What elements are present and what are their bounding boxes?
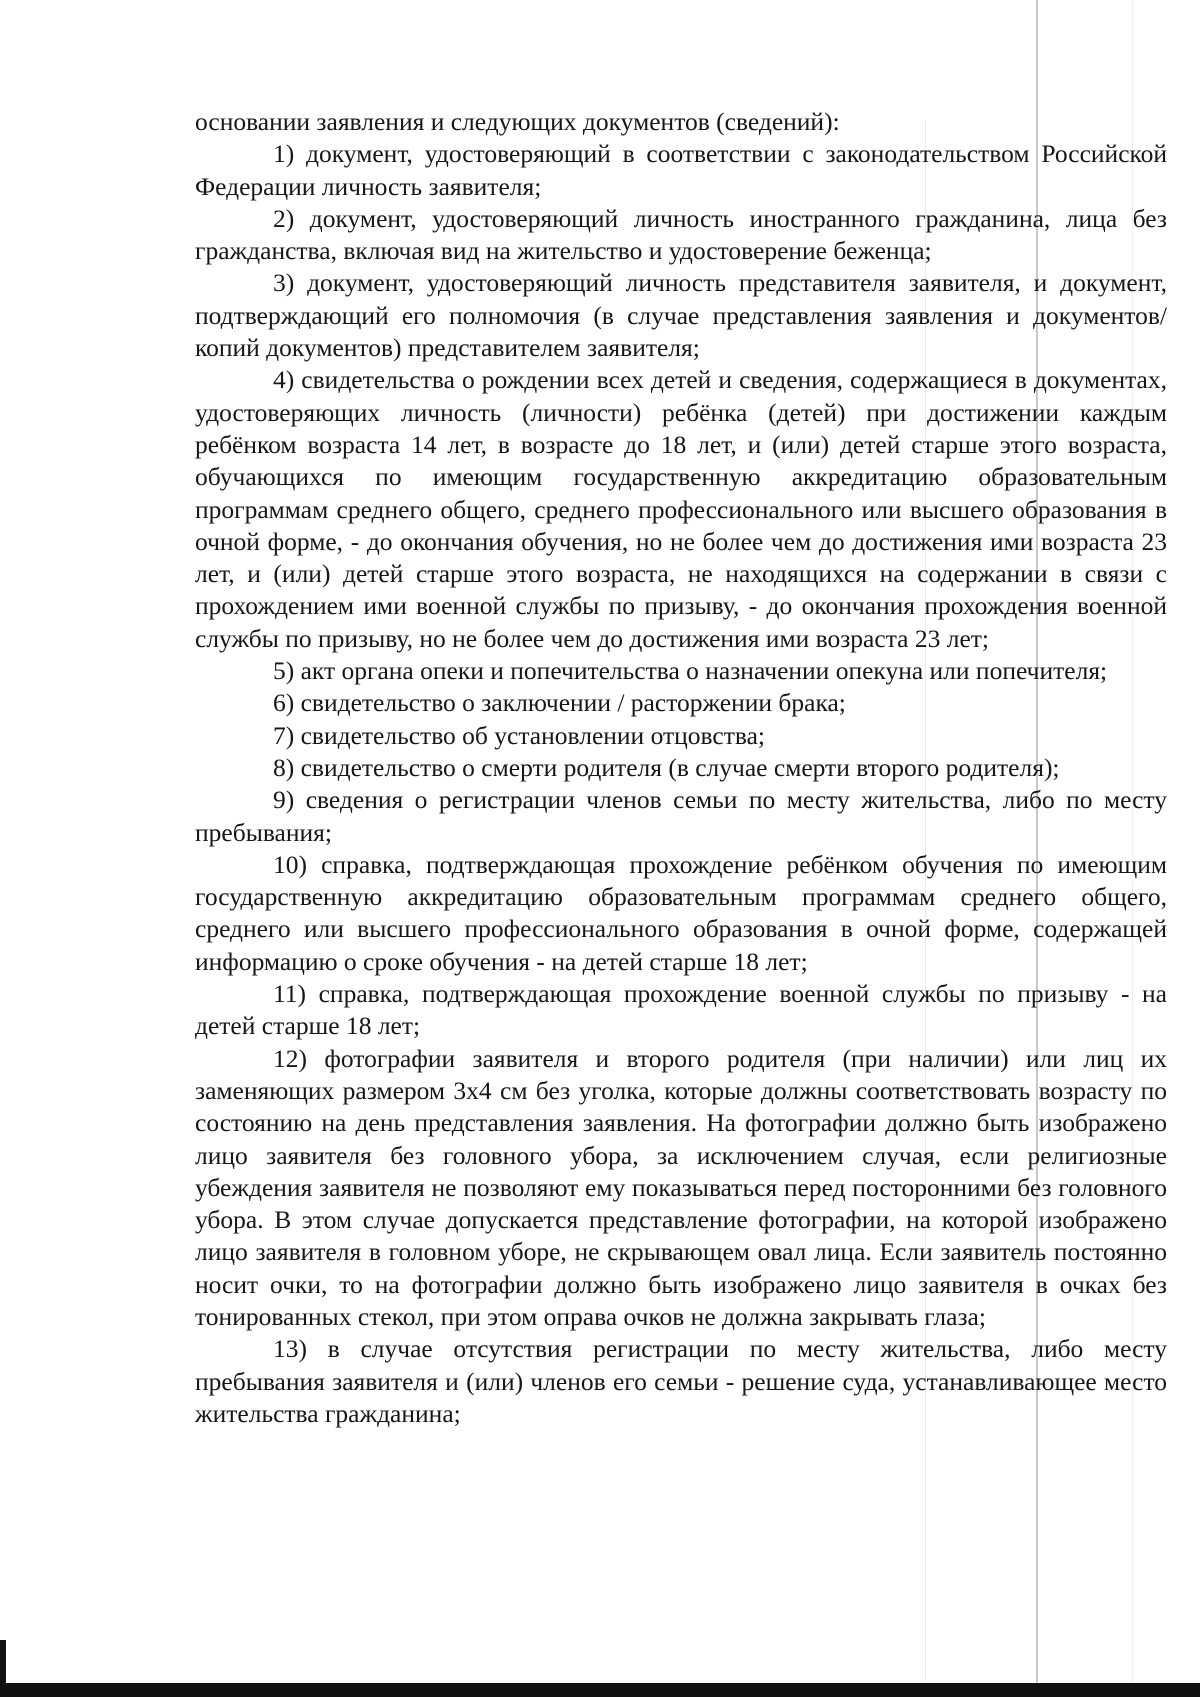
list-item-6: 6) свидетельство о заключении / расторжении брака; bbox=[273, 688, 846, 718]
intro-line: основании заявления и следующих документов (сведений): bbox=[195, 107, 840, 136]
list-item-9: 9) сведения о регистрации членов семьи по месту жительства, либо по месту пребывания; bbox=[195, 785, 1167, 847]
list-item-10: 10) справка, подтверждающая прохождение ребёнком обучения по имеющим государственную аккредитацию образовательным программам среднего общего, среднего или высшего профессионального образования в очной форме, содержащей информацию о сроке обучения - на детей старше 18 лет; bbox=[195, 849, 1167, 976]
list-item-5: 5) акт органа опеки и попечительства о назначении опекуна или попечителя; bbox=[273, 656, 1108, 686]
document-body bbox=[195, 106, 1167, 1430]
list-item-1: 1) документ, удостоверяющий в соответствии с законодательством Российской Федерации личность заявителя; bbox=[195, 139, 1167, 201]
scan-bottom-edge bbox=[0, 1683, 1200, 1697]
list-item-12: 12) фотографии заявителя и второго родителя (при наличии) или лиц их заменяющих размером 3х4 см без уголка, которые должны соответствовать возрасту по состоянию на день представления заявления. На фотографии должно быть изображено лицо заявителя без головного убора, за исключением случая, если религиозные убеждения заявителя не позволяют ему показываться перед посторонними без головного убора. В этом случае допускается представление фотографии, на которой изображено лицо заявителя в головном уборе, не скрывающем овал лица. Если заявитель постоянно носит очки, то на фотографии должно быть изображено лицо заявителя в очках без тонированных стекол, при этом оправа очков не должна закрывать глаза; bbox=[195, 1043, 1167, 1331]
list-item-11: 11) справка, подтверждающая прохождение военной службы по призыву - на детей старше 18 лет; bbox=[195, 979, 1167, 1041]
list-item-13: 13) в случае отсутствия регистрации по месту жительства, либо месту пребывания заявителя и (или) членов его семьи - решение суда, устанавливающее место жительства гражданина; bbox=[195, 1334, 1167, 1428]
scan-left-edge bbox=[0, 1640, 6, 1697]
list-item-8: 8) свидетельство о смерти родителя (в случае смерти второго родителя); bbox=[273, 752, 1060, 782]
list-item-3: 3) документ, удостоверяющий личность представителя заявителя, и документ, подтверждающий его полномочия (в случае представления заявления и документов/копий документов) представителем заявителя; bbox=[195, 268, 1167, 363]
list-item-7: 7) свидетельство об установлении отцовства; bbox=[273, 720, 765, 750]
list-item-2: 2) документ, удостоверяющий личность иностранного гражданина, лица без гражданства, включая вид на жительство и удостоверение беженца; bbox=[195, 203, 1167, 266]
list-item-4: 4) свидетельства о рождении всех детей и сведения, содержащиеся в документах, удостоверяющих личность (личности) ребёнка (детей) при достижении каждым ребёнком возраста 14 лет, в возрасте до 18 лет, и (или) детей старше этого возраста, обучающихся по имеющим государственную аккредитацию образовательным программам среднего общего, среднего профессионального или высшего образования в очной форме, - до окончания обучения, но не более чем до достижения ими возраста 23 лет, и (или) детей старше этого возраста, не находящихся на содержании в связи с прохождением ими военной службы по призыву, - до окончания прохождения военной службы по призыву, но не более чем до достижения ими возраста 23 лет; bbox=[195, 365, 1167, 653]
